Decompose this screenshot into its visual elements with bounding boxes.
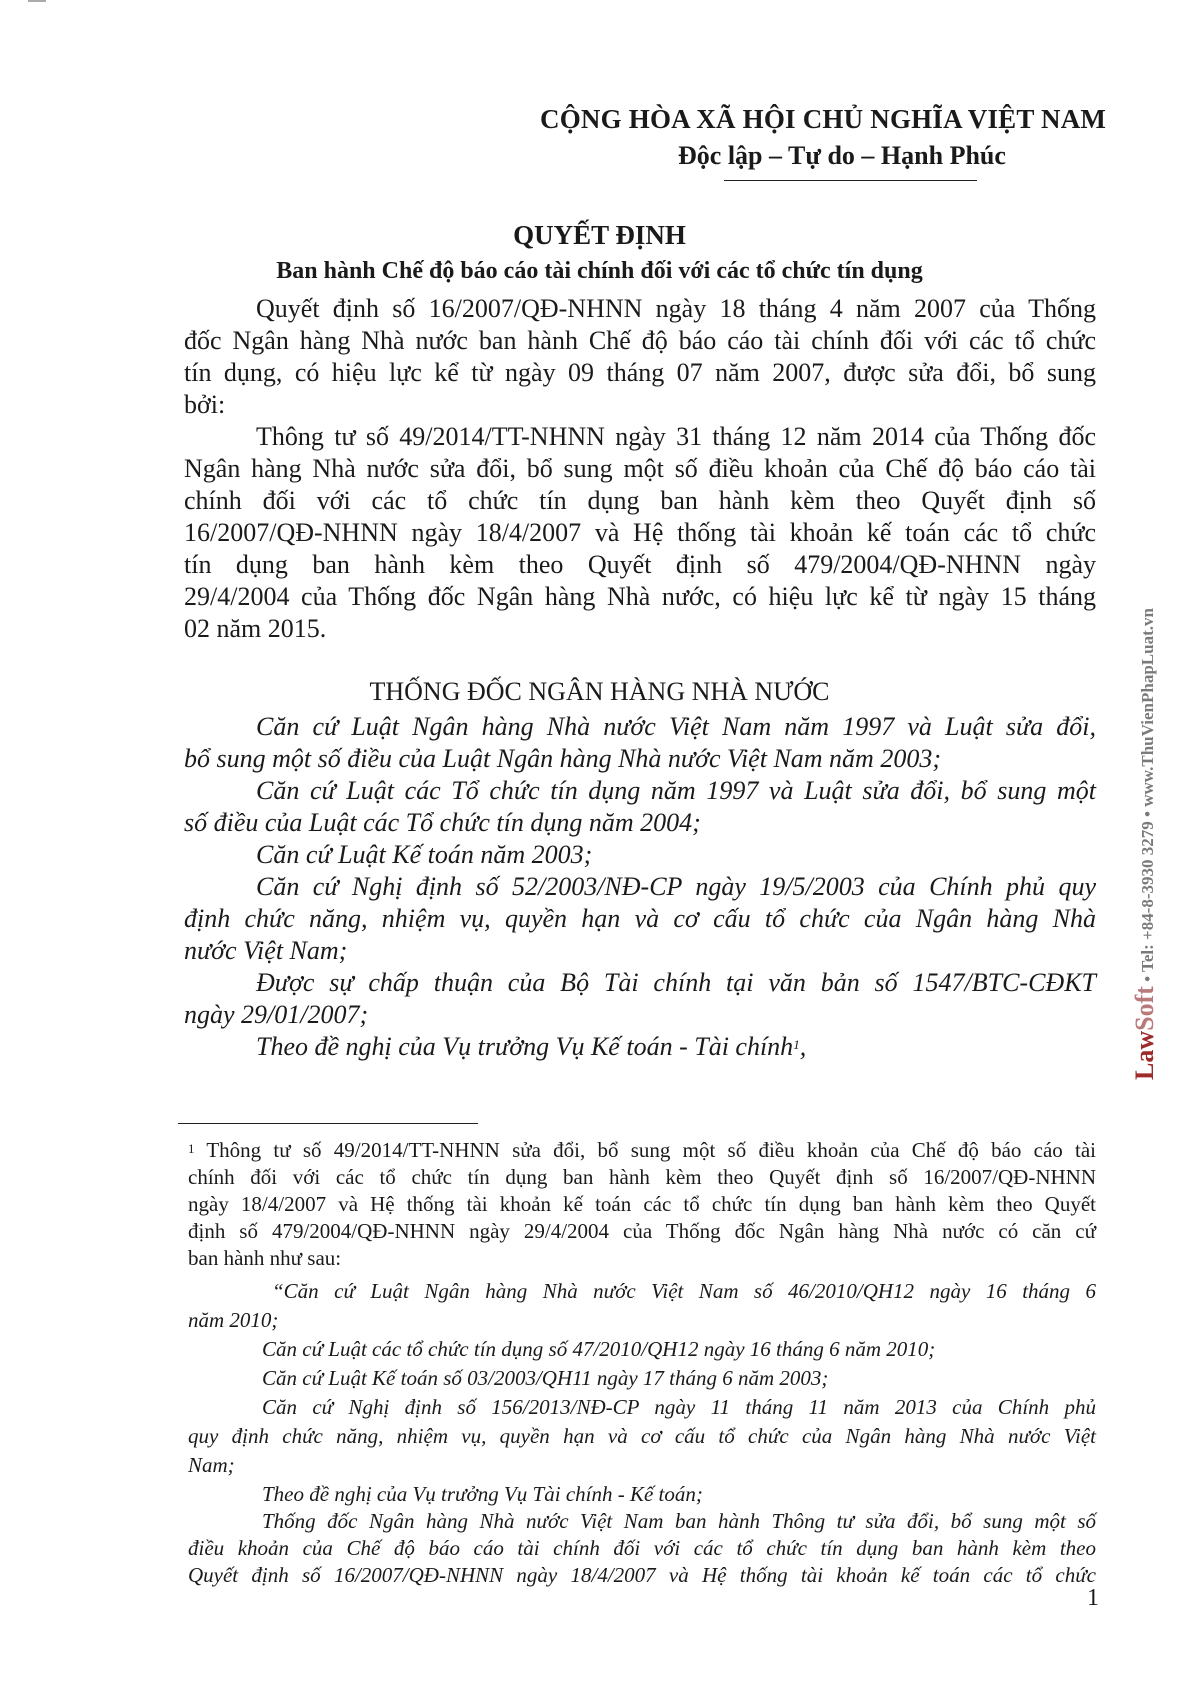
basis-line: Căn cứ Luật Kế toán năm 2003; bbox=[256, 840, 593, 869]
footnote-line: $^1$ Thông tư số 49/2014/TT-NHNN sửa đổi, bổ sung một số điều khoản của Chế độ báo cáo tài bbox=[188, 1138, 1096, 1162]
basis-line: định chức năng, nhiệm vụ, quyền hạn và cơ cấu tổ chức của Ngân hàng Nhà bbox=[184, 904, 1096, 933]
basis-line: nước Việt Nam; bbox=[184, 936, 348, 965]
footnote-line: ngày 18/4/2007 và Hệ thống tài khoản kế toán các tổ chức tín dụng ban hành kèm theo Quyết bbox=[188, 1192, 1096, 1216]
footnote-line: Quyết định số 16/2007/QĐ-NHNN ngày 18/4/2007 và Hệ thống tài khoản kế toán các tổ chức bbox=[188, 1563, 1096, 1587]
footnote-reference: 1 bbox=[793, 1037, 800, 1052]
footnote-separator bbox=[178, 1123, 478, 1124]
footnote-line: Căn cứ Luật các tổ chức tín dụng số 47/2010/QH12 ngày 16 tháng 6 năm 2010; bbox=[262, 1337, 936, 1361]
scan-corner-mark bbox=[28, 0, 46, 2]
amendment-line: 29/4/2004 của Thống đốc Ngân hàng Nhà nước, có hiệu lực kể từ ngày 15 tháng bbox=[184, 582, 1096, 611]
footnote-line: “Căn cứ Luật Ngân hàng Nhà nước Việt Nam số 46/2010/QH12 ngày 16 tháng 6 bbox=[272, 1279, 1096, 1303]
motto-underline bbox=[724, 180, 977, 181]
motto: Độc lập – Tự do – Hạnh Phúc bbox=[678, 141, 1006, 170]
footnote-line: ban hành như sau: bbox=[188, 1246, 342, 1270]
footnote-line: chính đối với các tổ chức tín dụng ban hành kèm theo Quyết định số 16/2007/QĐ-NHNN bbox=[188, 1165, 1096, 1189]
footnote-line: Nam; bbox=[188, 1453, 235, 1477]
amendment-line: Thông tư số 49/2014/TT-NHNN ngày 31 tháng 12 năm 2014 của Thống đốc bbox=[256, 422, 1096, 451]
basis-line: số điều của Luật các Tổ chức tín dụng năm 2004; bbox=[184, 808, 701, 837]
amendment-line: Ngân hàng Nhà nước sửa đổi, bổ sung một số điều khoản của Chế độ báo cáo tài bbox=[184, 454, 1096, 483]
intro-line: tín dụng, có hiệu lực kể từ ngày 09 tháng 07 năm 2007, được sửa đổi, bổ sung bbox=[184, 358, 1096, 387]
lawsoft-watermark bbox=[1130, 608, 1160, 1080]
basis-line-last bbox=[256, 1031, 806, 1063]
basis-line: Căn cứ Nghị định số 52/2003/NĐ-CP ngày 19/5/2003 của Chính phủ quy bbox=[256, 872, 1096, 901]
footnote-marker: 1 bbox=[188, 1141, 195, 1156]
page-number: 1 bbox=[1087, 1585, 1099, 1611]
footnote-line: năm 2010; bbox=[188, 1308, 279, 1332]
intro-line: bởi: bbox=[184, 390, 226, 419]
basis-line: Căn cứ Luật các Tổ chức tín dụng năm 1997 và Luật sửa đổi, bổ sung một bbox=[256, 776, 1096, 805]
footnote-line: định số 479/2004/QĐ-NHNN ngày 29/4/2004 của Thống đốc Ngân hàng Nhà nước có căn cứ bbox=[188, 1219, 1096, 1243]
amendment-line: 02 năm 2015. bbox=[184, 614, 327, 643]
document-title: QUYẾT ĐỊNH bbox=[513, 220, 686, 250]
intro-line: đốc Ngân hàng Nhà nước ban hành Chế độ báo cáo tài chính đối với các tổ chức bbox=[184, 326, 1096, 355]
basis-line: bổ sung một số điều của Luật Ngân hàng Nhà nước Việt Nam năm 2003; bbox=[184, 744, 941, 773]
amendment-line: 16/2007/QĐ-NHNN ngày 18/4/2007 và Hệ thống tài khoản kế toán các tổ chức bbox=[184, 518, 1096, 547]
watermark-logo: LawSoft bbox=[1130, 986, 1159, 1080]
amendment-line: chính đối với các tổ chức tín dụng ban hành kèm theo Quyết định số bbox=[184, 486, 1096, 515]
footnote-line: Căn cứ Nghị định số 156/2013/NĐ-CP ngày 11 tháng 11 năm 2013 của Chính phủ bbox=[262, 1395, 1096, 1419]
amendment-line: tín dụng ban hành kèm theo Quyết định số 479/2004/QĐ-NHNN ngày bbox=[184, 550, 1096, 579]
footnote-line: điều khoản của Chế độ báo cáo tài chính đối với các tổ chức tín dụng ban hành kèm theo bbox=[188, 1536, 1096, 1560]
country-header: CỘNG HÒA XÃ HỘI CHỦ NGHĨA VIỆT NAM bbox=[540, 104, 1107, 134]
basis-text: Theo đề nghị của Vụ trưởng Vụ Kế toán - Tài chính bbox=[256, 1032, 794, 1061]
document-subtitle: Ban hành Chế độ báo cáo tài chính đối với các tổ chức tín dụng bbox=[276, 258, 923, 284]
basis-line: ngày 29/01/2007; bbox=[184, 1000, 369, 1029]
footnote-line: Thống đốc Ngân hàng Nhà nước Việt Nam ban hành Thông tư sửa đổi, bổ sung một số bbox=[262, 1509, 1096, 1533]
authority-heading: THỐNG ĐỐC NGÂN HÀNG NHÀ NƯỚC bbox=[369, 677, 830, 706]
footnote-line: Căn cứ Luật Kế toán số 03/2003/QH11 ngày 17 tháng 6 năm 2003; bbox=[262, 1366, 829, 1390]
footnote-line: quy định chức năng, nhiệm vụ, quyền hạn và cơ cấu tổ chức của Ngân hàng Nhà nước Việt bbox=[188, 1424, 1096, 1448]
basis-line: Căn cứ Luật Ngân hàng Nhà nước Việt Nam năm 1997 và Luật sửa đổi, bbox=[256, 712, 1096, 741]
basis-trailing-comma: , bbox=[799, 1032, 807, 1061]
watermark-contact: • Tel: +84-8-3930 3279 • www.ThuVienPhapLuat.vn bbox=[1138, 608, 1157, 987]
basis-line: Được sự chấp thuận của Bộ Tài chính tại văn bản số 1547/BTC-CĐKT bbox=[256, 968, 1096, 997]
footnote-line: Theo đề nghị của Vụ trưởng Vụ Tài chính - Kế toán; bbox=[262, 1482, 703, 1506]
intro-line: Quyết định số 16/2007/QĐ-NHNN ngày 18 tháng 4 năm 2007 của Thống bbox=[256, 294, 1096, 323]
